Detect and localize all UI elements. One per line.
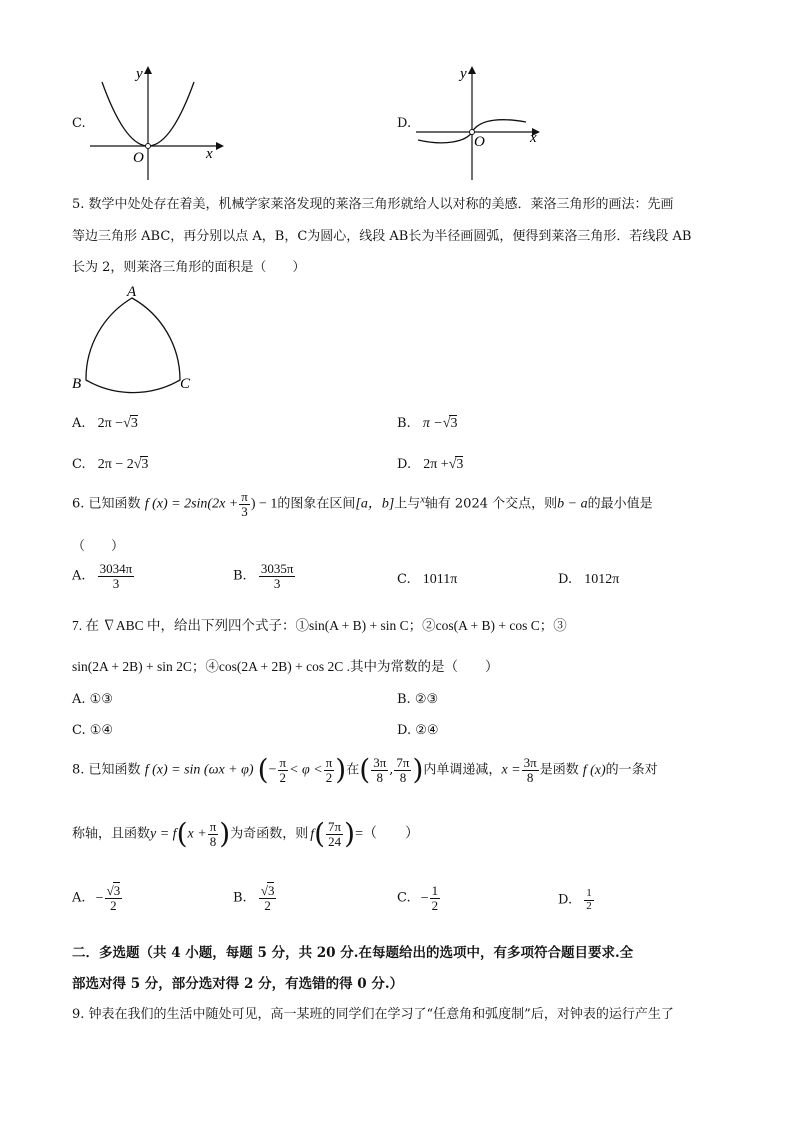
q8-query-num: 7π: [328, 819, 342, 834]
q6-suffix: 的最小值是: [587, 496, 653, 512]
q8-option-d-label: D.: [558, 892, 573, 908]
q6-func-rhs: ) − 1: [250, 496, 278, 512]
q5-line-2: 等边三角形 ABC，再分别以点 A，B，C为圆心，线段 AB长为半径画圆弧，便得到莱洛三角形．若线段 AB: [72, 229, 692, 244]
q6-option-d-label: D.: [558, 572, 573, 587]
q8-fx: f (x): [582, 762, 606, 778]
q6-option-b-frac: [259, 562, 296, 590]
q6-frac-num: π: [241, 489, 248, 504]
q6-option-a-label: A.: [72, 568, 86, 584]
q8-option-a-sign: −: [95, 890, 104, 906]
q8-interval-den-1: 8: [376, 769, 383, 785]
q6-option-a-frac: [98, 562, 135, 590]
graph-c-x-arrow-icon: [216, 142, 224, 150]
q8-eq-paren: =（ ）: [355, 826, 419, 842]
q8-option-c[interactable]: [397, 884, 441, 912]
q6-fraction: [239, 490, 250, 518]
q8-prefix: 8. 已知函数: [72, 762, 141, 778]
graph-c-origin-dot: [146, 144, 151, 149]
q5-line-3: 长为 2，则莱洛三角形的面积是（ ）: [72, 260, 306, 275]
q8-option-c-den: 2: [431, 897, 439, 913]
vertex-c-label: C: [180, 376, 191, 392]
graph-c-y-arrow-icon: [144, 66, 152, 74]
reuleaux-triangle-figure: [70, 284, 200, 394]
option-d-label: D.: [397, 116, 412, 131]
q7-option-c[interactable]: C. ①④: [72, 723, 114, 738]
graph-d-y-arrow-icon: [468, 66, 476, 74]
section-2-heading-line-1: 二．多选题（共 4 小题，每题 5 分，共 20 分.在每题给出的选项中，有多项符合题目要求.全: [72, 945, 634, 961]
q5-option-c-label: C.: [72, 457, 86, 472]
q7-option-d[interactable]: D. ②④: [397, 723, 439, 738]
q8-shift-den: 8: [209, 833, 217, 849]
q5-option-b-label: B.: [397, 416, 411, 431]
section-2-heading-line-2: 部选对得 5 分，部分选对得 2 分，有选错的得 0 分.）: [72, 976, 404, 992]
q8-in: 在: [346, 762, 360, 778]
q7-line-2: sin(2A + 2B) + sin 2C；④cos(2A + 2B) + cos 2C .其中为常数的是（ ）: [72, 659, 499, 674]
graph-d-x-label: x: [530, 130, 537, 146]
q8-f: f: [310, 826, 315, 842]
q5-line-1: 5. 数学中处处存在着美，机械学家莱洛发现的莱洛三角形就给人以对称的美感．莱洛三角形的画法：先画: [72, 197, 674, 212]
q8-line2-a: 称轴，且函数: [72, 826, 151, 842]
q5-option-c-radicand: 3: [141, 457, 149, 472]
graph-c-origin-label: O: [133, 150, 144, 166]
q8-option-a-den: 2: [110, 897, 117, 913]
q8-option-d-num: 1: [586, 887, 592, 899]
q8-option-d-den: 2: [586, 899, 592, 912]
q8-y-eq: y = f: [150, 826, 177, 842]
q8-option-a[interactable]: A. − $\frac{√3}{2}$: [72, 883, 121, 913]
q5-option-d[interactable]: D. 2π +√3: [397, 457, 464, 472]
option-c-label: C.: [72, 116, 86, 131]
q6-option-a-num: 3034π: [99, 561, 133, 576]
q5-option-d-label: D.: [397, 457, 412, 472]
q8-cond-neg: −: [268, 762, 277, 778]
q8-axis-num: 3π: [523, 755, 537, 770]
q8-option-c-sign: −: [420, 890, 429, 906]
q6-x-var: x: [420, 494, 425, 506]
q8-stem-line-2: 称轴，且函数y = f(x + $\frac{\pi}{8}$ )为奇函数，则 f( $\frac{7\pi}{24}$ )=（ ）: [72, 817, 419, 851]
graph-c-y-label: y: [136, 66, 143, 82]
q6-prefix: 6. 已知函数: [72, 496, 141, 512]
q6-func-lhs: f (x) = 2sin(2x +: [144, 496, 239, 512]
q6-option-b-label: B.: [233, 568, 247, 584]
graph-c-x-label: x: [206, 146, 213, 162]
q8-interval-num-1: 3π: [373, 755, 387, 770]
q8-option-a-num: 3: [113, 883, 121, 898]
graph-d: [414, 62, 554, 182]
q6-option-b[interactable]: [233, 562, 296, 590]
q8-axis-text: 是函数: [539, 762, 579, 778]
graph-d-y-label: y: [460, 66, 467, 82]
q8-cond-two-1: 2: [279, 769, 287, 785]
q8-cond-pi-1: π: [279, 755, 287, 770]
q6-stem: [72, 490, 653, 518]
q6-option-b-den: 3: [273, 575, 281, 591]
q8-shift-num: π: [209, 819, 217, 834]
q8-query-den: 24: [328, 833, 342, 849]
q5-option-d-text: 2π +: [423, 457, 449, 472]
q6-option-b-num: 3035π: [260, 561, 294, 576]
q5-option-a-radicand: 3: [130, 416, 138, 431]
q8-stem-line-1: 8. 已知函数 f (x) = sin (ωx + φ) (− $\frac{\pi}{2}$ < φ < $\frac{\pi}{2}$ )在( $\frac{3\pi}{8}$ , $\frac{7\pi}{8}$ )内单调递减，x = $\frac{3\pi}{8}$ 是函数 f (x)的一条对: [72, 753, 658, 787]
q9-line-1: 9. 钟表在我们的生活中随处可见，高一某班的同学们在学习了“任意角和弧度制”后，对钟表的运行产生了: [72, 1007, 674, 1022]
q6-option-c-label: C.: [397, 572, 411, 587]
q8-x-eq: x =: [501, 762, 521, 778]
q6-frac-den: 3: [241, 503, 248, 519]
q6-expr: b − a: [557, 496, 588, 512]
q8-interval-num-2: 7π: [396, 755, 410, 770]
q6-option-d-text: 1012π: [584, 572, 620, 587]
q8-option-c-label: C.: [397, 890, 411, 906]
graph-c: [88, 62, 228, 182]
q6-interval: [a，b]: [355, 496, 395, 512]
q8-option-d[interactable]: [558, 888, 595, 912]
q8-option-a-label: A.: [72, 890, 86, 906]
q8-func: f (x) = sin (ωx + φ): [144, 762, 254, 778]
q8-cond-phi: < φ <: [289, 762, 323, 778]
q7-option-a[interactable]: A. ①③: [72, 692, 113, 707]
q8-axis-den: 8: [526, 769, 534, 785]
q6-mid: 的图象在区间: [277, 496, 356, 512]
q5-option-a-label: A.: [72, 416, 86, 431]
q5-option-c-text: 2π − 2: [97, 457, 134, 472]
q6-option-c[interactable]: [397, 572, 457, 588]
q7-line-1: 7. 在 ∇ABC 中，给出下列四个式子：①sin(A + B) + sin C；②cos(A + B) + cos C；③: [72, 618, 567, 633]
vertex-a-label: A: [127, 284, 137, 300]
q6-answer-paren: （ ）: [72, 539, 125, 554]
q7-option-b[interactable]: B. ②③: [397, 692, 439, 707]
q8-x-plus: x +: [187, 826, 207, 842]
q8-tail: 的一条对: [605, 762, 658, 778]
q8-cond-pi-2: π: [325, 755, 333, 770]
q5-option-d-radicand: 3: [456, 457, 464, 472]
q5-option-b-text: π −: [422, 416, 443, 431]
q5-option-a-text: 2π −: [97, 416, 124, 431]
q8-option-b[interactable]: B. $\frac{√3}{2}$: [233, 883, 275, 913]
q8-option-b-den: 2: [264, 897, 271, 913]
q8-option-c-num: 1: [431, 883, 439, 898]
q6-mid3: 轴有 2024 个交点，则: [424, 496, 558, 512]
q6-option-a[interactable]: [72, 562, 135, 590]
q5-option-b-radicand: 3: [450, 416, 458, 431]
q5-option-a[interactable]: A. 2π −√3: [72, 416, 138, 431]
q6-mid2: 上与: [394, 496, 421, 512]
q8-option-b-num: 3: [267, 883, 275, 898]
graph-d-origin-label: O: [474, 134, 485, 150]
q5-option-b[interactable]: B. π −√3: [397, 416, 458, 431]
q5-option-c[interactable]: C. 2π − 2√3: [72, 457, 149, 472]
q6-option-d[interactable]: [558, 572, 619, 588]
reuleaux-triangle: [86, 298, 180, 393]
q8-interval-den-2: 8: [399, 769, 407, 785]
q6-option-c-text: 1011π: [422, 572, 458, 587]
q8-option-b-label: B.: [233, 890, 247, 906]
q8-cond-two-2: 2: [325, 769, 333, 785]
q8-mono: 内单调递减，: [423, 762, 502, 778]
q6-option-a-den: 3: [112, 575, 120, 591]
vertex-b-label: B: [72, 376, 82, 392]
q8-odd: 为奇函数，则: [230, 826, 309, 842]
